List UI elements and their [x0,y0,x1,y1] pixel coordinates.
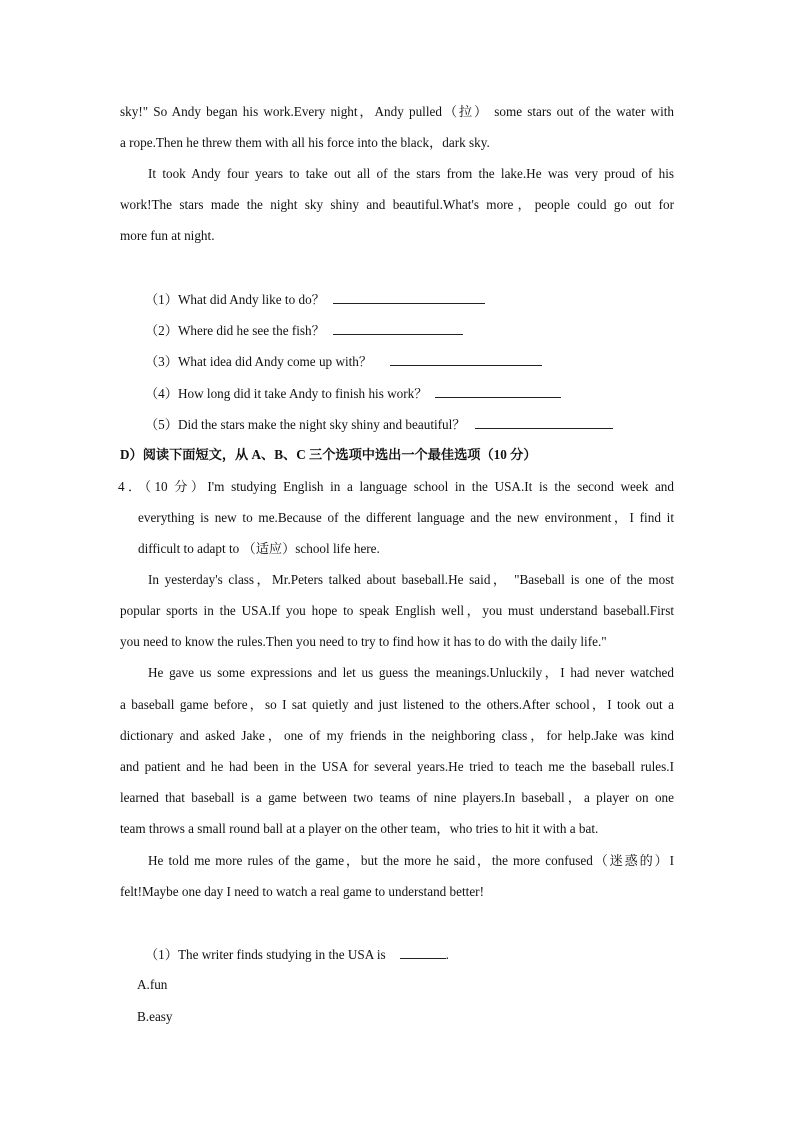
passage-line-4: In yesterday's class，Mr.Peters talked about baseball.He said， "Baseball is one of the most [148,572,674,587]
passage-line-3: difficult to adapt to （适应）school life here. [138,541,380,556]
question-d-1-stem: （1）The writer finds studying in the USA is [145,947,386,962]
question-c-1 [145,290,485,309]
story-line-3: It took Andy four years to take out all of the stars from the lake.He was very proud of his [148,166,674,181]
option-b[interactable]: B.easy [137,1009,173,1024]
story-line-4: work!The stars made the night sky shiny and beautiful.What's more，people could go out for [120,197,674,212]
question-c-1-text: （1）What did Andy like to do？ [145,292,325,307]
answer-blank-c-5[interactable] [475,415,613,429]
story-line-5: more fun at night. [120,228,215,243]
question-c-5 [145,415,613,434]
answer-blank-c-1[interactable] [333,290,485,304]
passage-line-7: He gave us some expressions and let us guess the meanings.Unluckily，I had never watched [148,665,674,680]
passage-line-12: team throws a small round ball at a player on the other team，who tries to hit it with a bat. [120,821,599,836]
passage-line-14: felt!Maybe one day I need to watch a real game to understand better! [120,884,484,899]
story-line-2: a rope.Then he threw them with all his force into the black，dark sky. [120,135,490,150]
question-c-4-text: （4）How long did it take Andy to finish his work？ [145,386,428,401]
passage-line-5: popular sports in the USA.If you hope to speak English well，you must understand baseball.First [120,603,674,618]
question-c-2 [145,321,463,340]
passage-line-13: He told me more rules of the game，but the more he said，the more confused（迷惑的）I [148,853,674,868]
section-d-heading: D）阅读下面短文，从 A、B、C 三个选项中选出一个最佳选项（10 分） [120,447,537,462]
question-d-1 [145,945,449,964]
story-line-1: sky!" So Andy began his work.Every night，Andy pulled（拉） some stars out of the water with [120,104,674,119]
passage-line-11: learned that baseball is a game between two teams of nine players.In baseball，a player on one [120,790,674,805]
answer-blank-c-3[interactable] [390,352,542,366]
passage-line-2: everything is new to me.Because of the different language and the new environment，I find it [138,510,674,525]
passage-line-9: dictionary and asked Jake，one of my friends in the neighboring class，for help.Jake was kind [120,728,674,743]
passage-line-8: a baseball game before，so I sat quietly and just listened to the others.After school，I took out a [120,697,674,712]
passage-line-1: 4．（10 分）I'm studying English in a language school in the USA.It is the second week and [118,479,674,494]
question-c-5-text: （5）Did the stars make the night sky shiny and beautiful？ [145,417,466,432]
question-c-3 [145,352,542,371]
question-d-1-end: . [445,947,449,962]
passage-line-10: and patient and he had been in the USA for several years.He tried to teach me the baseball rules.I [120,759,674,774]
question-c-2-text: （2）Where did he see the fish？ [145,323,325,338]
passage-line-6: you need to know the rules.Then you need to try to find how it has to do with the daily life." [120,634,607,649]
option-a[interactable]: A.fun [137,977,168,992]
answer-blank-c-4[interactable] [435,384,561,398]
answer-blank-d-1[interactable] [400,945,446,959]
question-c-3-text: （3）What idea did Andy come up with？ [145,354,373,369]
answer-blank-c-2[interactable] [333,321,463,335]
question-c-4 [145,384,561,403]
